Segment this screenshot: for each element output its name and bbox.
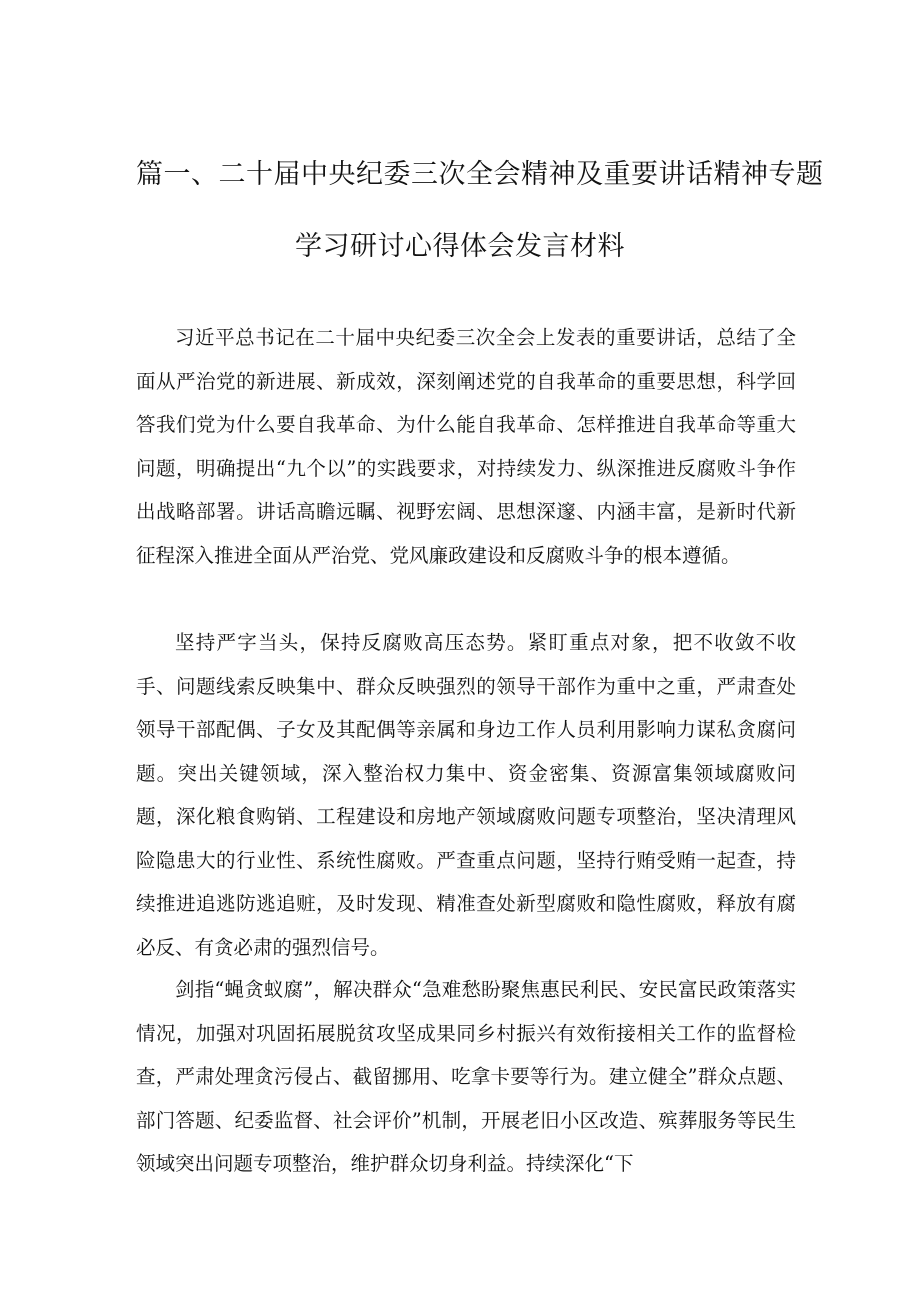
document-title-line-1: 篇一、二十届中央纪委三次全会精神及重要讲话精神专题 — [136, 159, 824, 190]
paragraph-1: 习近平总书记在二十届中央纪委三次全会上发表的重要讲话，总结了全面从严治党的新进展、新成效，深刻阐述党的自我革命的重要思想，科学回答我们党为什么要自我革命、为什么能自我革命、怎样推进自我革命等重大问题，明确提出“九个以”的实践要求，对持续发力、纵深推进反腐败斗争作出战略部署。讲话高瞻远瞩、视野宏阔、思想深邃、内涵丰富，是新时代新征程深入推进全面从严治党、党风廉政建设和反腐败斗争的根本遵循。 — [136, 326, 796, 567]
paragraph-2: 坚持严字当头，保持反腐败高压态势。紧盯重点对象，把不收敛不收手、问题线索反映集中、群众反映强烈的领导干部作为重中之重，严肃查处领导干部配偶、子女及其配偶等亲属和身边工作人员利用影响力谋私贪腐问题。突出关键领域，深入整治权力集中、资金密集、资源富集领域腐败问题，深化粮食购销、工程建设和房地产领域腐败问题专项整治，坚决清理风险隐患大的行业性、系统性腐败。严查重点问题，坚持行贿受贿一起查，持续推进追逃防逃追赃，及时发现、精准查处新型腐败和隐性腐败，释放有腐必反、有贪必肃的强烈信号。 — [136, 631, 796, 959]
paragraph-3: 剑指“蝇贪蚁腐”，解决群众“急难愁盼聚焦惠民利民、安民富民政策落实情况，加强对巩固拓展脱贫攻坚成果同乡村振兴有效衔接相关工作的监督检查，严肃处理贪污侵占、截留挪用、吃拿卡要等行为。建立健全”群众点题、部门答题、纪委监督、社会评价”机制，开展老旧小区改造、殡葬服务等民生领域突出问题专项整治，维护群众切身利益。持续深化“下 — [136, 978, 796, 1175]
document-title-line-2: 学习研讨心得体会发言材料 — [295, 231, 625, 262]
